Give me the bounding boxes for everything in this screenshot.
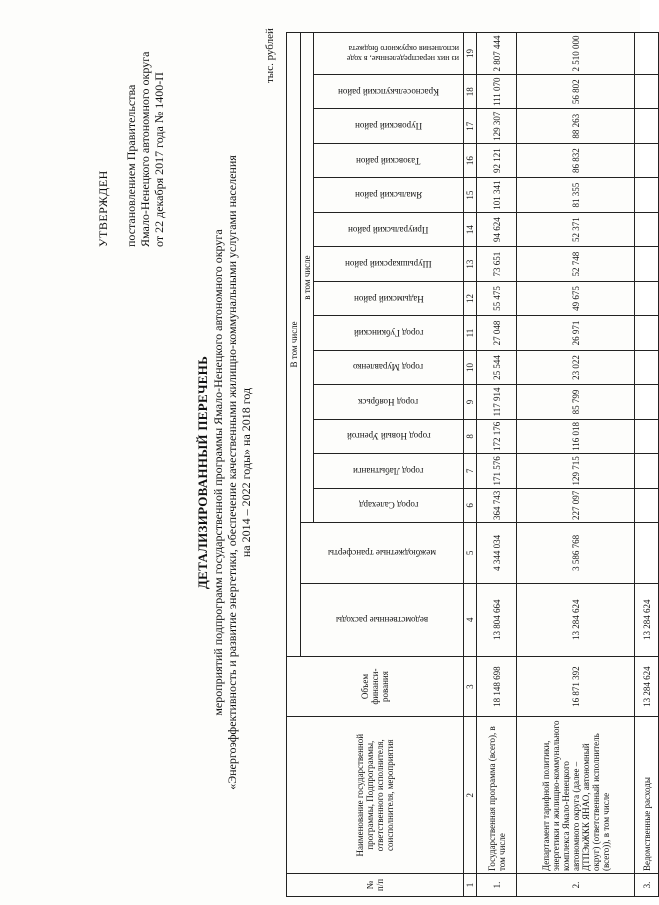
row-value: 86 832 [517,143,635,177]
header-municipality: город Салехард [314,488,464,522]
row-number: 2. [517,874,635,897]
approval-block [96,7,166,247]
row-value: 56 802 [517,75,635,109]
row-value: 227 097 [517,488,635,522]
header-municipality: Надымский район [314,281,464,315]
column-number: 15 [464,178,477,212]
header-municipality: Красноселькупский район [314,75,464,109]
header-unallocated: из них нераспределенные, в ходе исполнения окружного бюджета [314,33,464,75]
row-value [635,281,659,315]
row-value [635,385,659,419]
header-municipality: город Губкинский [314,316,464,350]
row-value: 94 624 [477,212,517,246]
row-value [635,75,659,109]
row-value [635,178,659,212]
heading-line: «Энергоэффективность и развитие энергетики, обеспечение качественными жилищно-коммунальными услугами населения [225,155,239,790]
row-transfers: 3 586 768 [517,523,635,584]
header-departmental: ведомственные расходы [301,583,464,656]
header-municipality: город Ноябрьск [314,385,464,419]
column-number: 7 [464,454,477,488]
column-number: 10 [464,350,477,384]
document-title: ДЕТАЛИЗИРОВАННЫЙ ПЕРЕЧЕНЬ [195,355,210,590]
row-value: 129 307 [477,109,517,143]
column-number: 17 [464,109,477,143]
row-value: 52 371 [517,212,635,246]
row-value [635,488,659,522]
row-transfers [635,523,659,584]
row-value: 55 475 [477,281,517,315]
column-number: 18 [464,75,477,109]
heading-line: на 2014 – 2022 годы» на 2018 год [239,387,253,558]
row-value: 27 048 [477,316,517,350]
row-value: 92 121 [477,143,517,177]
row-value: 116 018 [517,419,635,453]
row-value: 364 743 [477,488,517,522]
row-value [635,419,659,453]
header-num: № п/п [287,874,464,897]
row-value [635,143,659,177]
row-value: 171 576 [477,454,517,488]
table-row [635,33,659,897]
header-name: Наименование государственной программы, Подпрограммы, ответственного исполнителя, соисполнителя, мероприятия [287,717,464,874]
column-number: 1 [464,874,477,897]
header-municipality: Приуральский район [314,212,464,246]
approval-line: Ямало-Ненецкого автономного округа [138,51,152,247]
column-number: 6 [464,488,477,522]
header-municipality: город Муравленко [314,350,464,384]
approval-line: постановлением Правительства [124,84,138,247]
header-volume: Объем финанси-рования [287,656,464,717]
column-number: 11 [464,316,477,350]
row-value: 111 070 [477,75,517,109]
column-number: 13 [464,247,477,281]
column-number: 2 [464,717,477,874]
header-municipality: город Новый Уренгой [314,419,464,453]
header-municipality: Пуровский район [314,109,464,143]
row-volume: 18 148 698 [477,656,517,717]
row-name: Ведомственные расходы [635,717,659,874]
row-value: 172 176 [477,419,517,453]
column-number: 9 [464,385,477,419]
row-name: Департамент тарифной политики, энергетики и жилищно-коммунального комплекса Ямало-Ненецкого автономного округа (далее – ДТПЭиЖКК ЯНАО, автономный округ) (ответственный исполнитель (всего)), в том числе [517,717,635,874]
header-municipality: город Лабытнанги [314,454,464,488]
column-number: 8 [464,419,477,453]
row-value [635,109,659,143]
table-row [477,33,517,897]
document-heading [196,80,253,865]
unit-label: тыс. рублей [264,28,276,83]
row-value: 26 971 [517,316,635,350]
row-departmental: 13 284 624 [635,583,659,656]
row-value: 25 544 [477,350,517,384]
row-value [635,350,659,384]
column-number: 12 [464,281,477,315]
column-number: 16 [464,143,477,177]
row-value [635,33,659,75]
row-value: 2 510 000 [517,33,635,75]
row-value: 101 341 [477,178,517,212]
row-value: 129 715 [517,454,635,488]
heading-line: мероприятий подпрограмм государственной программы Ямало-Ненецкого автономного округа [211,229,225,716]
row-departmental: 13 284 624 [517,583,635,656]
header-including-sub: в том числе [301,33,314,523]
row-name: Государственная программа (всего), в том числе [477,717,517,874]
row-value: 81 355 [517,178,635,212]
header-including: В том числе [287,33,301,657]
row-volume: 13 284 624 [635,656,659,717]
column-number: 3 [464,656,477,717]
row-value: 88 263 [517,109,635,143]
row-value [635,454,659,488]
approval-title: УТВЕРЖДЕН [96,170,110,247]
row-value [635,247,659,281]
row-value: 85 799 [517,385,635,419]
row-value: 52 748 [517,247,635,281]
row-value: 49 675 [517,281,635,315]
column-number: 4 [464,583,477,656]
row-number: 3. [635,874,659,897]
column-number-row [464,33,477,897]
financing-table [286,32,659,897]
column-number: 14 [464,212,477,246]
row-transfers: 4 344 034 [477,523,517,584]
row-value: 23 022 [517,350,635,384]
column-number: 19 [464,33,477,75]
row-value [635,212,659,246]
row-value [635,316,659,350]
table-row [517,33,635,897]
header-municipality: Ямальский район [314,178,464,212]
row-departmental: 13 804 664 [477,583,517,656]
row-value: 117 914 [477,385,517,419]
header-municipality: Тазовский район [314,143,464,177]
column-number: 5 [464,523,477,584]
approval-line: от 22 декабря 2017 года № 1400-П [152,72,166,247]
row-volume: 16 871 392 [517,656,635,717]
row-value: 73 651 [477,247,517,281]
header-transfers: межбюджетные трансферты [301,523,464,584]
header-municipality: Шурышкарский район [314,247,464,281]
row-value: 2 807 444 [477,33,517,75]
row-number: 1. [477,874,517,897]
